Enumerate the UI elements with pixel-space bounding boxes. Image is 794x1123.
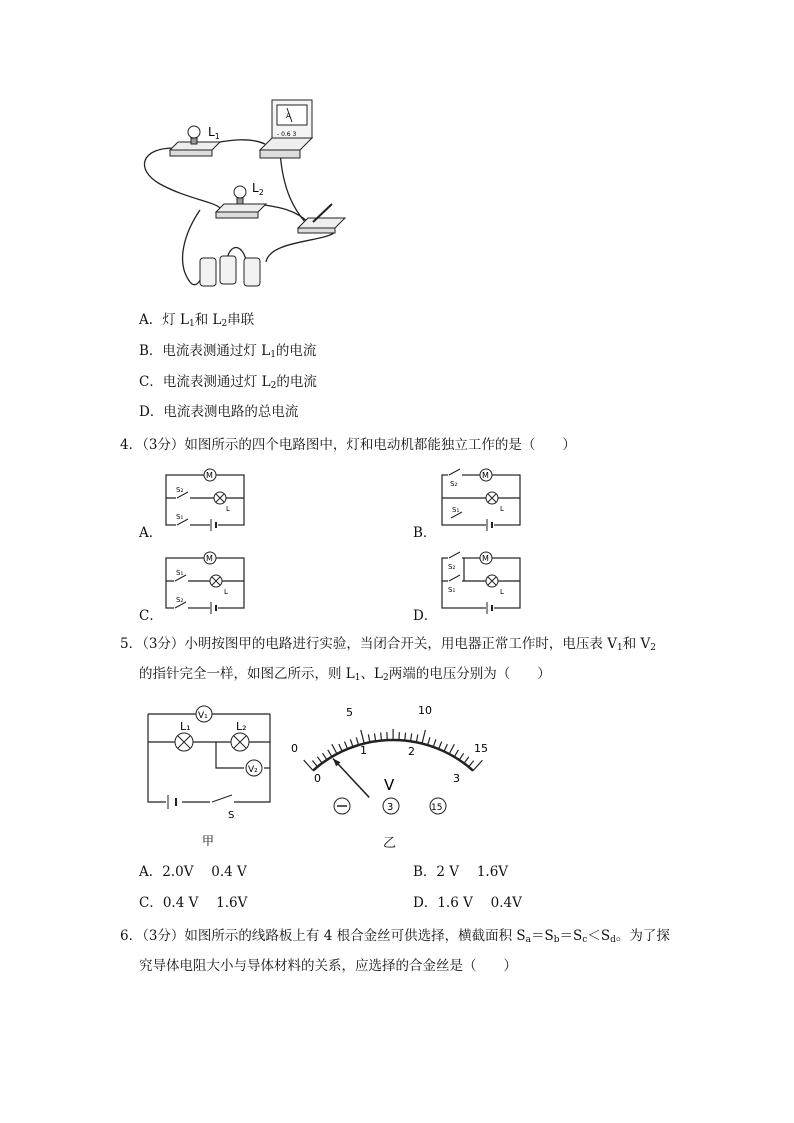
svg-text:S₁: S₁ [176, 513, 184, 521]
q4-option-b-label[interactable]: B． [413, 525, 437, 541]
svg-text:S₂: S₂ [450, 480, 458, 488]
svg-text:V₂: V₂ [248, 765, 258, 775]
dial-tick [473, 760, 482, 770]
q3-option-c[interactable]: C．电流表测通过灯 $L_2$的电流 [139, 374, 317, 391]
dial-tick [361, 730, 364, 744]
q4-circuit-b[interactable] [436, 465, 526, 533]
svg-text:L₂: L₂ [236, 720, 247, 733]
q4-option-d-label[interactable]: D． [413, 608, 438, 624]
svg-text:S₁: S₁ [176, 569, 184, 577]
dial-outer-10: 10 [418, 704, 432, 717]
q4-circuit-a[interactable] [160, 465, 250, 533]
svg-text:S₂: S₂ [176, 596, 184, 604]
ammeter-icon [260, 100, 312, 158]
svg-text:- 0.6 3: - 0.6 3 [277, 131, 297, 138]
q3-option-b[interactable]: B．电流表测通过灯 $L_1$的电流 [139, 343, 317, 360]
q5-voltmeter-dial [288, 700, 498, 830]
q6-stem-line1: 6．（3分）如图所示的线路板上有 4 根合金丝可供选择，横截面积 $S_a=S_b=S_c<S_d$。为了探 [120, 928, 670, 945]
svg-text:M: M [206, 554, 213, 563]
q5-option-c[interactable]: C．0.4 V 1.6V [139, 895, 248, 911]
svg-text:L: L [500, 505, 504, 513]
q4-circuit-d[interactable] [436, 548, 526, 616]
q3-l2-label: $L_2$ [252, 181, 264, 197]
dial-outer-15: 15 [474, 742, 488, 755]
q4-circuit-c[interactable] [160, 548, 250, 616]
q5-caption-jia: 甲 [202, 834, 215, 848]
q5-stem-line1: 5．（3分）小明按图甲的电路进行实验，当闭合开关，用电器正常工作时，电压表 $V_1$和 $V_2$ [120, 636, 656, 653]
svg-text:S: S [228, 810, 235, 821]
svg-text:V₁: V₁ [198, 711, 208, 721]
terminal-3-icon [383, 798, 399, 814]
battery-cells-icon [200, 256, 260, 286]
q4-option-c-label[interactable]: C． [139, 608, 163, 624]
knife-switch-icon [298, 204, 345, 233]
q3-circuit-figure [130, 92, 370, 302]
terminal-15-icon [430, 798, 446, 814]
q5-caption-yi: 乙 [383, 836, 397, 851]
dial-outer-5: 5 [346, 706, 353, 719]
q6-stem-line2: 究导体电阻大小与导体材料的关系，应选择的合金丝是（ ） [139, 958, 517, 974]
svg-text:S₂: S₂ [176, 486, 184, 494]
svg-text:15: 15 [431, 803, 443, 813]
svg-text:S₂: S₂ [448, 563, 456, 571]
q5-option-d[interactable]: D．1.6 V 0.4V [413, 895, 522, 911]
dial-inner-2: 2 [408, 745, 415, 758]
svg-text:S₁: S₁ [452, 506, 460, 514]
dial-tick [449, 744, 454, 754]
q5-option-b[interactable]: B．2 V 1.6V [413, 864, 509, 880]
dial-inner-1: 1 [360, 744, 367, 757]
q3-l1-label: $L_1$ [208, 125, 220, 141]
dial-tick [422, 730, 425, 744]
svg-text:3: 3 [387, 802, 394, 813]
q3-option-d[interactable]: D．电流表测电路的总电流 [139, 404, 299, 420]
svg-text:L₁: L₁ [180, 720, 191, 733]
svg-text:L: L [500, 588, 504, 596]
svg-text:L: L [224, 588, 228, 596]
dial-inner-3: 3 [453, 772, 460, 785]
q4-option-a-label[interactable]: A． [139, 525, 163, 541]
svg-text:L: L [226, 505, 230, 513]
dial-tick [304, 760, 313, 770]
terminal-negative-icon [334, 798, 350, 814]
svg-text:M: M [482, 471, 489, 480]
q4-stem: 4．（3分）如图所示的四个电路图中，灯和电动机都能独立工作的是（ ） [120, 437, 576, 453]
q3-option-a[interactable]: A．灯 $L_1$和 $L_2$串联 [139, 312, 255, 329]
q5-option-a[interactable]: A．2.0V 0.4 V [139, 864, 247, 880]
dial-unit: V [384, 776, 395, 794]
q5-stem-line2: 的指针完全一样，如图乙所示，则 $L_1$、$L_2$两端的电压分别为（ ） [139, 666, 551, 683]
dial-outer-0: 0 [291, 742, 298, 755]
dial-inner-0: 0 [314, 772, 321, 785]
svg-text:M: M [206, 471, 213, 480]
svg-text:S₁: S₁ [448, 586, 456, 594]
q5-circuit-jia [140, 702, 280, 822]
dial-tick [332, 744, 337, 754]
svg-text:M: M [482, 554, 489, 563]
svg-text:A: A [286, 112, 291, 120]
